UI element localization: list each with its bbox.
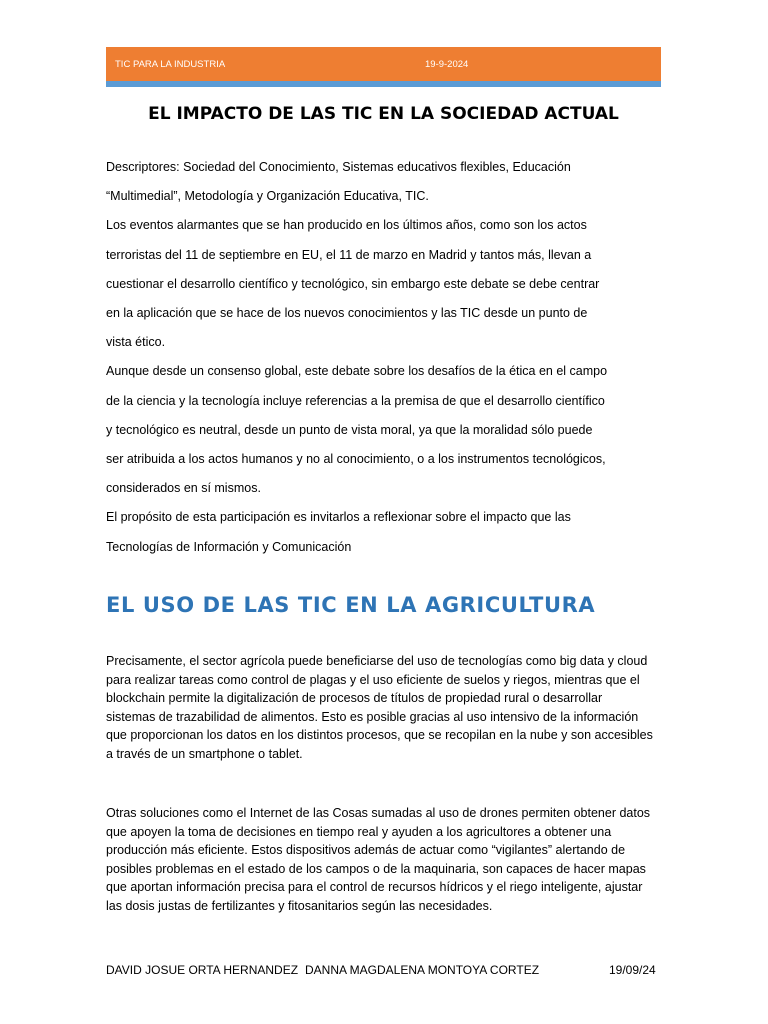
intro-line: Los eventos alarmantes que se han producido en los últimos años, como son los actos (106, 218, 587, 233)
paragraph-line: a través de un smartphone o tablet. (106, 746, 303, 761)
footer-date: 19/09/24 (609, 963, 656, 977)
paragraph-line: posibles problemas en el estado de los campos o de la maquinaria, son capaces de hacer mapas (106, 861, 646, 876)
paragraph-line: Otras soluciones como el Internet de las Cosas sumadas al uso de drones permiten obtener datos (106, 806, 651, 820)
paragraph-line: que apoyen la toma de decisiones en tiempo real y ayuden a los agricultores a obtener una (106, 824, 612, 839)
intro-text (106, 153, 666, 562)
footer-author-2: DANNA MAGDALENA MONTOYA CORTEZ (305, 963, 540, 977)
footer-author-1: DAVID JOSUE ORTA HERNANDEZ (106, 963, 299, 977)
header-label: TIC PARA LA INDUSTRIA (115, 59, 226, 70)
agriculture-paragraph-1 (106, 652, 666, 763)
intro-line: vista ético. (106, 335, 166, 350)
paragraph-line: que aportan información precisa para el control de recursos hídricos y el riego inteligente, ajustar (106, 880, 643, 894)
intro-line: ser atribuida a los actos humanos y no al conocimiento, o a los instrumentos tecnológicos, (106, 452, 606, 467)
paragraph-line: las dosis justas de fertilizantes y fitosanitarios según las necesidades. (106, 898, 493, 913)
paragraph-line: para realizar tareas como control de plagas y el uso eficiente de suelos y riegos, mientras que el (106, 672, 640, 687)
page-title: EL IMPACTO DE LAS TIC EN LA SOCIEDAD ACTUAL (148, 104, 619, 124)
paragraph-line: blockchain permite la digitalización de procesos de títulos de propiedad rural o desarrollar (106, 691, 603, 705)
agriculture-paragraph-2 (106, 804, 666, 915)
section-heading: EL USO DE LAS TIC EN LA AGRICULTURA (106, 593, 596, 617)
header-stripe (106, 81, 661, 87)
intro-line: de la ciencia y la tecnología incluye referencias a la premisa de que el desarrollo científico (106, 393, 605, 408)
intro-line: Descriptores: Sociedad del Conocimiento, Sistemas educativos flexibles, Educación (106, 160, 571, 174)
header-date: 19-9-2024 (425, 59, 469, 70)
intro-line: El propósito de esta participación es invitarlos a reflexionar sobre el impacto que las (106, 510, 571, 525)
intro-line: terroristas del 11 de septiembre en EU, el 11 de marzo en Madrid y tantos más, llevan a (106, 247, 592, 262)
paragraph-line: que proporcionan los datos en los distintos procesos, que se recopilan en la nube y son accesibles (106, 728, 653, 742)
paragraph-line: producción más eficiente. Estos dispositivos además de actuar como “vigilantes” alertando de (106, 843, 626, 857)
intro-line: “Multimedial”, Metodología y Organización Educativa, TIC. (106, 189, 429, 204)
intro-line: considerados en sí mismos. (106, 481, 261, 496)
intro-line: Aunque desde un consenso global, este debate sobre los desafíos de la ética en el campo (106, 364, 608, 379)
intro-line: cuestionar el desarrollo científico y tecnológico, sin embargo este debate se debe centrar (106, 276, 600, 291)
paragraph-line: sistemas de trazabilidad de alimentos. Esto es posible gracias al uso intensivo de la información (106, 709, 639, 724)
intro-line: en la aplicación que se hace de los nuevos conocimientos y las TIC desde un punto de (106, 306, 588, 321)
intro-line: Tecnologías de Información y Comunicación (106, 539, 352, 554)
intro-line: y tecnológico es neutral, desde un punto de vista moral, ya que la moralidad sólo puede (106, 422, 593, 437)
paragraph-line: Precisamente, el sector agrícola puede beneficiarse del uso de tecnologías como big data y cloud (106, 654, 648, 668)
